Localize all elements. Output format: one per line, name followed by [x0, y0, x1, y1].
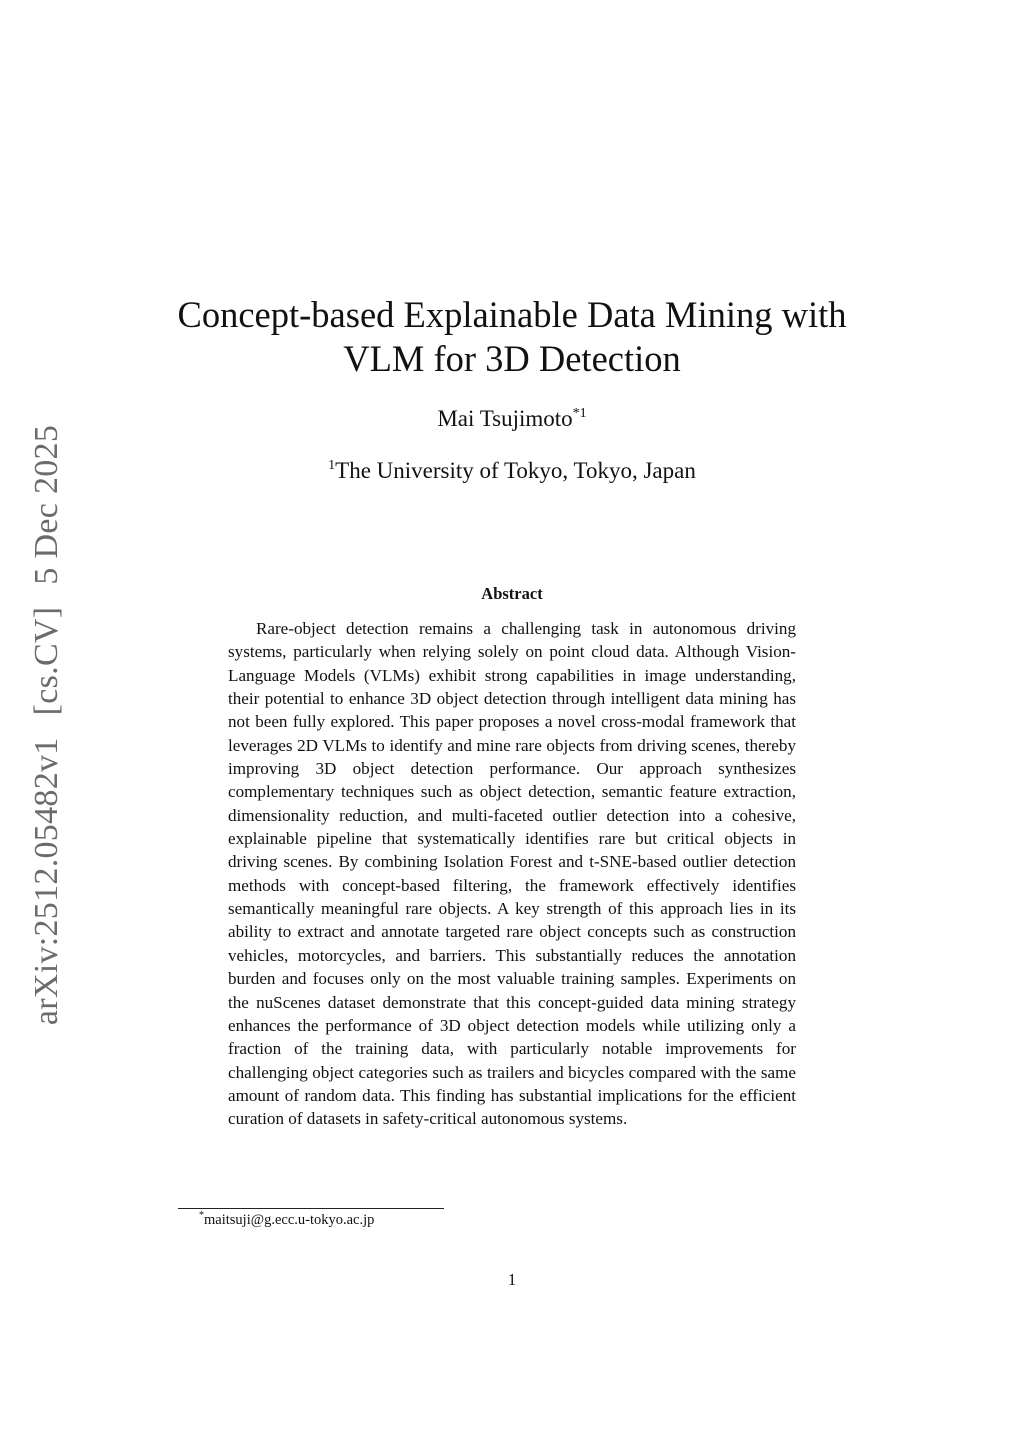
arxiv-date: 5 Dec 2025	[28, 424, 65, 585]
affiliation-marker: 1	[328, 458, 336, 473]
author-marker: *1	[572, 406, 587, 421]
paper-title: Concept-based Explainable Data Mining with VLM for 3D Detection	[177, 294, 847, 379]
footnote-marker: *	[199, 1210, 204, 1221]
arxiv-side-stamp	[28, 425, 66, 1025]
footnote-email: maitsuji@g.ecc.u-tokyo.ac.jp	[204, 1212, 375, 1228]
arxiv-identifier: arXiv:2512.05482v1	[28, 737, 65, 1026]
arxiv-category: [cs.CV]	[28, 606, 65, 716]
footnote-rule	[178, 1208, 444, 1209]
footnote	[199, 1212, 374, 1229]
affiliation-line	[262, 458, 762, 484]
abstract-body: Rare-object detection remains a challenging task in autonomous driving systems, particularly when relying solely on point cloud data. Although Vision-Language Models (VLMs) exhibit strong capabilities in image understanding, their potential to enhance 3D object detection through intelligent data mining has not been fully explored. This paper proposes a novel cross-modal framework that leverages 2D VLMs to identify and mine rare objects from driving scenes, thereby improving 3D object detection performance. Our approach synthesizes complementary techniques such as object detection, semantic feature extraction, dimensionality reduction, and multi-faceted outlier detection into a cohesive, explainable pipeline that systematically identifies rare but critical objects in driving scenes. By combining Isolation Forest and t-SNE-based outlier detection methods with concept-based filtering, the framework effectively identifies semantically meaningful rare objects. A key strength of this approach lies in its ability to extract and annotate targeted rare object concepts such as construction vehicles, motorcycles, and barriers. This substantially reduces the annotation burden and focuses only on the most valuable training samples. Experiments on the nuScenes dataset demonstrate that this concept-guided data mining strategy enhances the performance of 3D object detection models while utilizing only a fraction of the training data, with particularly notable improvements for challenging object categories such as trailers and bicycles compared with the same amount of random data. This finding has substantial implications for the efficient curation of datasets in safety-critical autonomous systems.	[228, 619, 796, 1129]
affiliation-text: The University of Tokyo, Tokyo, Japan	[335, 458, 696, 483]
page-number: 1	[507, 1270, 517, 1289]
abstract-heading: Abstract	[481, 584, 543, 603]
author-line	[312, 406, 712, 432]
author-name: Mai Tsujimoto	[437, 406, 573, 431]
